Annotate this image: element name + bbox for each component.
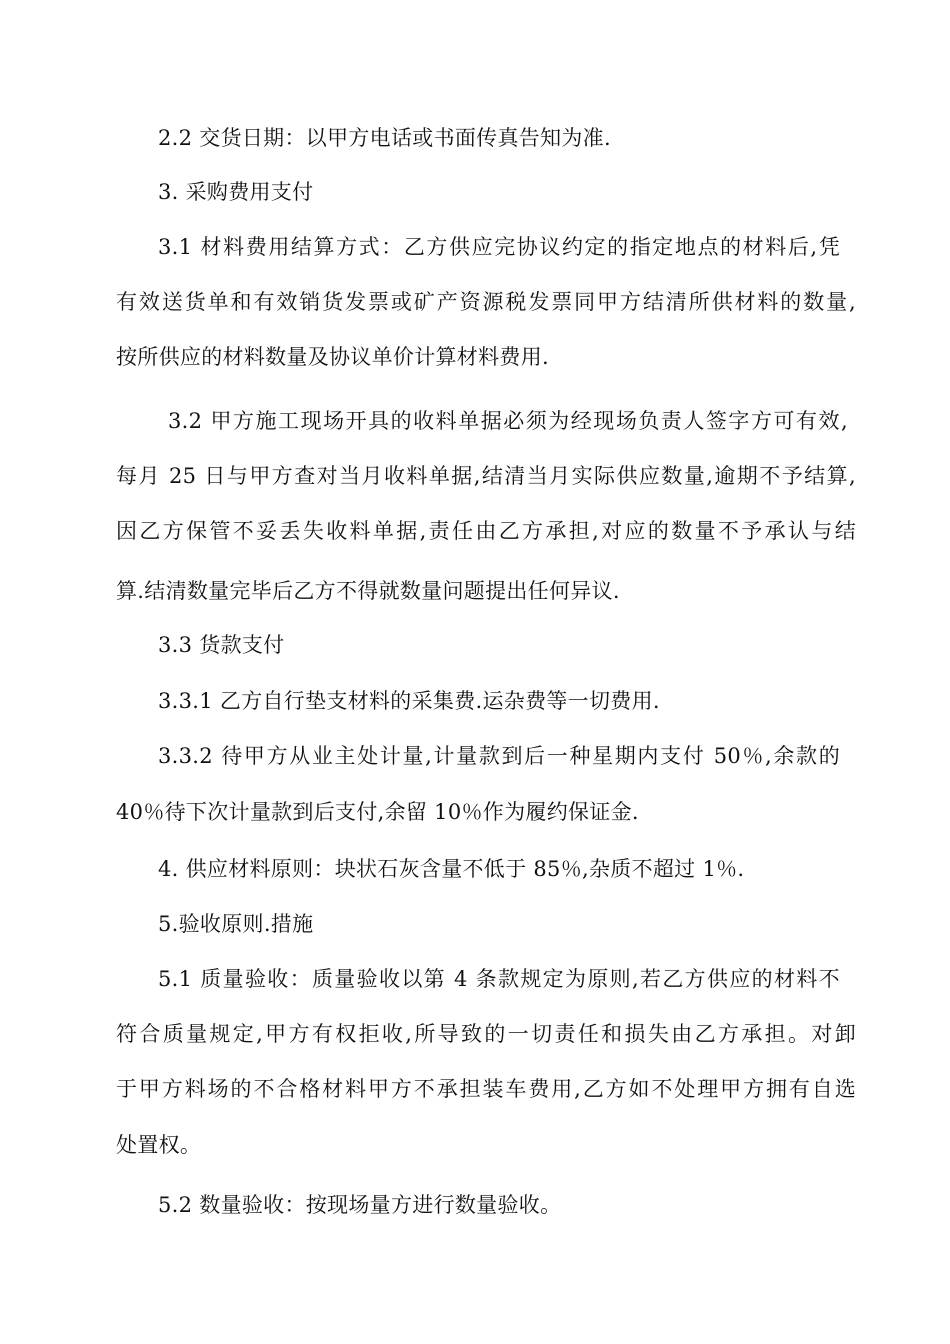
clause-3-2-line-4: 算.结清数量完毕后乙方不得就数量问题提出任何异议. (116, 579, 620, 603)
clause-3-1-line-3: 按所供应的材料数量及协议单价计算材料费用. (116, 345, 549, 369)
clause-3-3-2-line-1: 3.3.2 待甲方从业主处计量,计量款到后一种星期内支付 50％,余款的 (158, 744, 840, 768)
clause-5-1-line-3: 于甲方料场的不合格材料甲方不承担装车费用,乙方如不处理甲方拥有自选 (116, 1077, 856, 1101)
clause-3-1-line-1: 3.1 材料费用结算方式：乙方供应完协议约定的指定地点的材料后,凭 (158, 235, 840, 259)
section-5-heading: 5.验收原则.措施 (158, 912, 314, 936)
clause-5-1-line-2: 符合质量规定,甲方有权拒收,所导致的一切责任和损失由乙方承担。对卸 (116, 1022, 856, 1046)
clause-3-2-line-2: 每月 25 日与甲方查对当月收料单据,结清当月实际供应数量,逾期不予结算, (116, 464, 856, 488)
clause-3-2-line-1: 3.2 甲方施工现场开具的收料单据必须为经现场负责人签字方可有效, (168, 409, 848, 433)
section-3-heading: 3. 采购费用支付 (158, 180, 314, 204)
clause-3-3-2-line-2: 40％待下次计量款到后支付,余留 10％作为履约保证金. (116, 800, 639, 824)
clause-5-2: 5.2 数量验收：按现场量方进行数量验收。 (158, 1193, 562, 1217)
clause-2-2: 2.2 交货日期：以甲方电话或书面传真告知为准. (158, 126, 611, 150)
clause-3-1-line-2: 有效送货单和有效销货发票或矿产资源税发票同甲方结清所供材料的数量, (116, 290, 856, 314)
clause-3-2-line-3: 因乙方保管不妥丢失收料单据,责任由乙方承担,对应的数量不予承认与结 (116, 519, 856, 543)
section-4: 4. 供应材料原则：块状石灰含量不低于 85％,杂质不超过 1％. (158, 857, 745, 881)
clause-3-3-heading: 3.3 货款支付 (158, 633, 285, 657)
clause-5-1-line-4: 处置权。 (116, 1133, 202, 1157)
clause-3-3-1: 3.3.1 乙方自行垫支材料的采集费.运杂费等一切费用. (158, 689, 660, 713)
clause-5-1-line-1: 5.1 质量验收：质量验收以第 4 条款规定为原则,若乙方供应的材料不 (158, 967, 840, 991)
